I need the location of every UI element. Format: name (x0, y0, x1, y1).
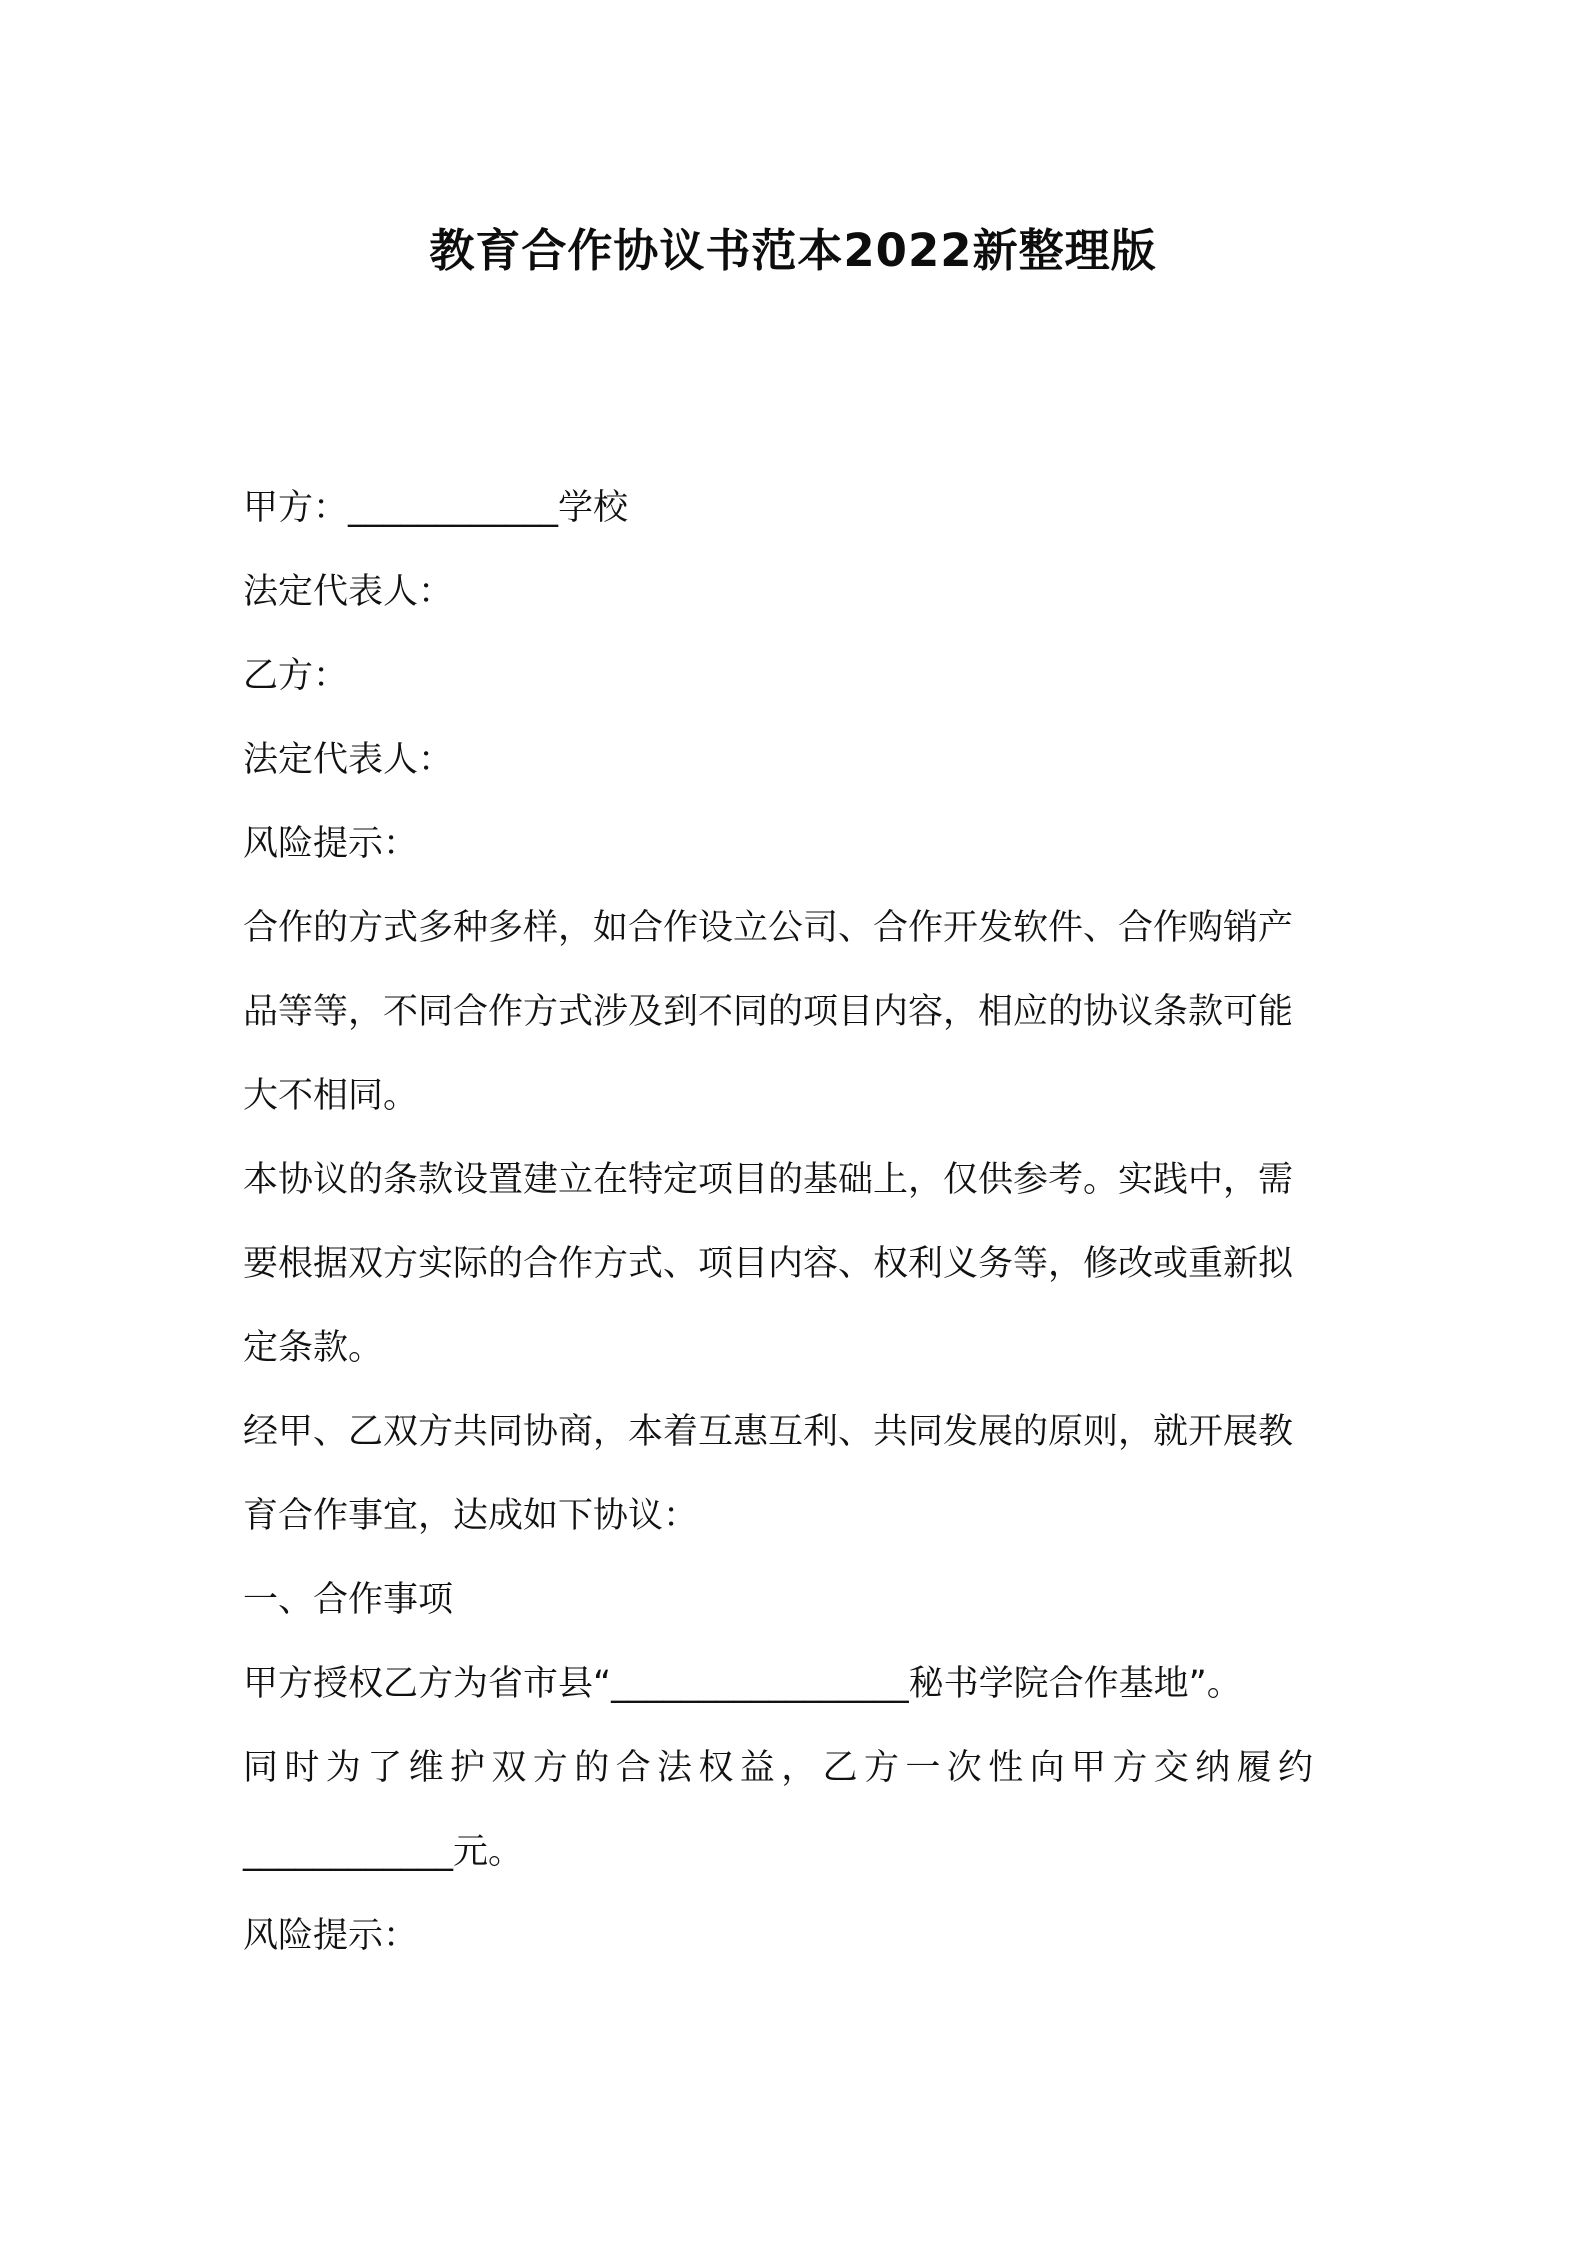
party-a-legal-rep-line: 法定代表人： (243, 572, 454, 612)
paragraph-line: 要根据双方实际的合作方式、项目内容、权利义务等，修改或重新拟 (243, 1244, 1294, 1284)
risk-notice-heading: 风险提示： (243, 1916, 419, 1956)
paragraph-line: ____________元。 (243, 1832, 524, 1872)
paragraph-line: 甲方授权乙方为省市县“_________________秘书学院合作基地”。 (243, 1664, 1242, 1704)
paragraph-line: 品等等，不同合作方式涉及到不同的项目内容，相应的协议条款可能 (243, 992, 1294, 1032)
document-body (243, 488, 1359, 2000)
party-b-line: 乙方： (243, 656, 349, 696)
paragraph-line: 大不相同。 (243, 1076, 419, 1116)
paragraph-line: 同时为了维护双方的合法权益，乙方一次性向甲方交纳履约 (243, 1748, 1320, 1788)
paragraph-line: 定条款。 (243, 1328, 384, 1368)
paragraph-line: 育合作事宜，达成如下协议： (243, 1496, 699, 1536)
section-heading: 一、合作事项 (243, 1580, 454, 1620)
party-b-legal-rep-line: 法定代表人： (243, 740, 454, 780)
paragraph-line: 经甲、乙双方共同协商，本着互惠互利、共同发展的原则，就开展教 (243, 1412, 1294, 1452)
paragraph-line: 本协议的条款设置建立在特定项目的基础上，仅供参考。实践中，需 (243, 1160, 1294, 1200)
party-a-line: 甲方：____________学校 (243, 488, 629, 528)
document-title: 教育合作协议书范本2022新整理版 (429, 224, 1157, 277)
paragraph-line: 合作的方式多种多样，如合作设立公司、合作开发软件、合作购销产 (243, 908, 1294, 948)
risk-notice-heading: 风险提示： (243, 824, 419, 864)
